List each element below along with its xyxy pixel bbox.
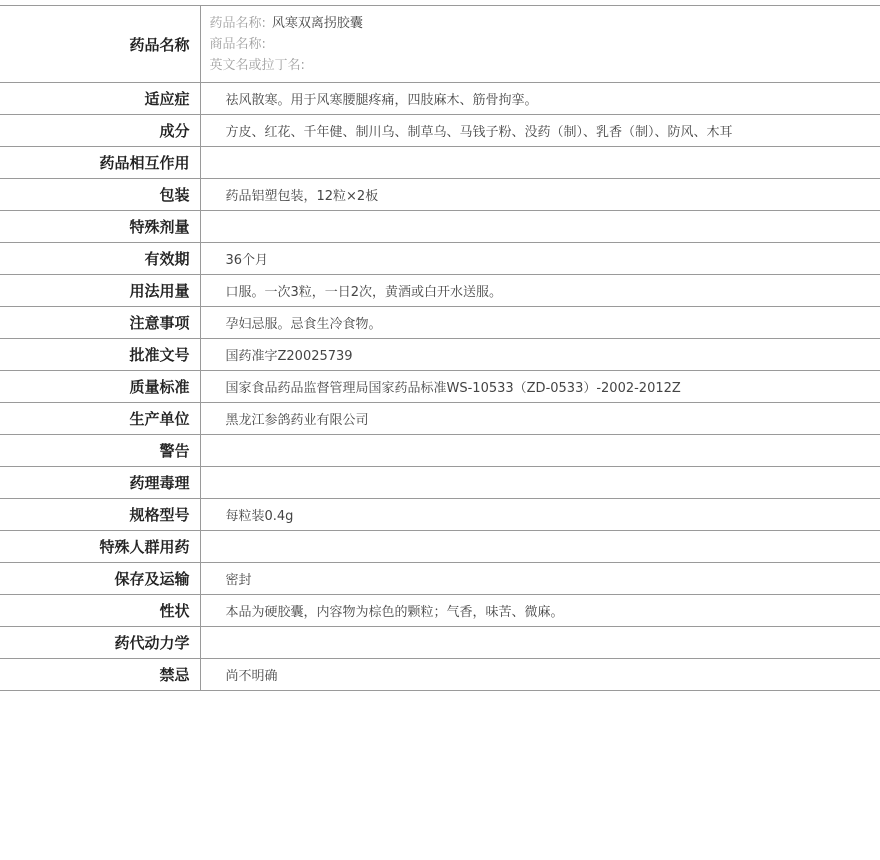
generic-name-line: [210, 13, 880, 34]
row-value: [200, 467, 880, 499]
row-pharmacology: [0, 467, 880, 499]
generic-name-value: 风寒双离拐胶囊: [271, 15, 363, 31]
drug-info-table: [0, 5, 880, 691]
row-special-populations: [0, 531, 880, 563]
row-value: [200, 435, 880, 467]
row-label: 注意事项: [0, 307, 200, 339]
row-ingredients: [0, 115, 880, 147]
row-value: 36个月: [200, 243, 880, 275]
drug-name-cell: [200, 6, 880, 83]
row-value: 黑龙江参鸽药业有限公司: [200, 403, 880, 435]
row-dosage: [0, 275, 880, 307]
drug-name-lines: [201, 13, 880, 76]
row-value: 孕妇忌服。忌食生冷食物。: [200, 307, 880, 339]
row-label: 特殊人群用药: [0, 531, 200, 563]
trade-name-key: 商品名称:: [209, 36, 266, 52]
row-label: 有效期: [0, 243, 200, 275]
row-value: 密封: [200, 563, 880, 595]
row-label: 禁忌: [0, 659, 200, 691]
row-storage: [0, 563, 880, 595]
row-description: [0, 595, 880, 627]
row-value: 方皮、红花、千年健、制川乌、制草乌、马钱子粉、没药（制）、乳香（制）、防风、木耳: [200, 115, 880, 147]
row-value: 口服。一次3粒，一日2次，黄酒或白开水送服。: [200, 275, 880, 307]
row-contraindications: [0, 659, 880, 691]
row-label: 批准文号: [0, 339, 200, 371]
row-manufacturer: [0, 403, 880, 435]
row-label: 药品相互作用: [0, 147, 200, 179]
row-label: 成分: [0, 115, 200, 147]
row-warning: [0, 435, 880, 467]
row-label: 规格型号: [0, 499, 200, 531]
row-value: [200, 531, 880, 563]
row-pharmacokinetics: [0, 627, 880, 659]
row-drug-interactions: [0, 147, 880, 179]
row-label: 包装: [0, 179, 200, 211]
row-value: [200, 211, 880, 243]
row-label: 保存及运输: [0, 563, 200, 595]
english-name-line: [210, 55, 880, 76]
row-specification: [0, 499, 880, 531]
generic-name-key: 药品名称:: [209, 15, 266, 31]
row-label: 适应症: [0, 83, 200, 115]
row-indications: [0, 83, 880, 115]
row-value: 药品铝塑包装，12粒×2板: [200, 179, 880, 211]
row-quality-standard: [0, 371, 880, 403]
row-label: 用法用量: [0, 275, 200, 307]
drug-name-row: [0, 6, 880, 83]
trade-name-line: [210, 34, 880, 55]
row-value: 国药准字Z20025739: [200, 339, 880, 371]
row-label: 警告: [0, 435, 200, 467]
english-name-key: 英文名或拉丁名:: [209, 57, 305, 73]
row-approval-number: [0, 339, 880, 371]
row-label: 药代动力学: [0, 627, 200, 659]
row-label: 性状: [0, 595, 200, 627]
row-label: 特殊剂量: [0, 211, 200, 243]
row-packaging: [0, 179, 880, 211]
row-value: 本品为硬胶囊，内容物为棕色的颗粒；气香，味苦、微麻。: [200, 595, 880, 627]
row-label: 药理毒理: [0, 467, 200, 499]
row-precautions: [0, 307, 880, 339]
row-special-dosage: [0, 211, 880, 243]
row-label: 生产单位: [0, 403, 200, 435]
row-value: 每粒装0.4g: [200, 499, 880, 531]
row-value: [200, 627, 880, 659]
row-label: 质量标准: [0, 371, 200, 403]
row-value: [200, 147, 880, 179]
row-value: 尚不明确: [200, 659, 880, 691]
row-value: 祛风散寒。用于风寒腰腿疼痛，四肢麻木、筋骨拘挛。: [200, 83, 880, 115]
row-value: 国家食品药品监督管理局国家药品标准WS-10533（ZD-0533）-2002-2012Z: [200, 371, 880, 403]
row-shelf-life: [0, 243, 880, 275]
drug-name-label: 药品名称: [0, 6, 200, 83]
